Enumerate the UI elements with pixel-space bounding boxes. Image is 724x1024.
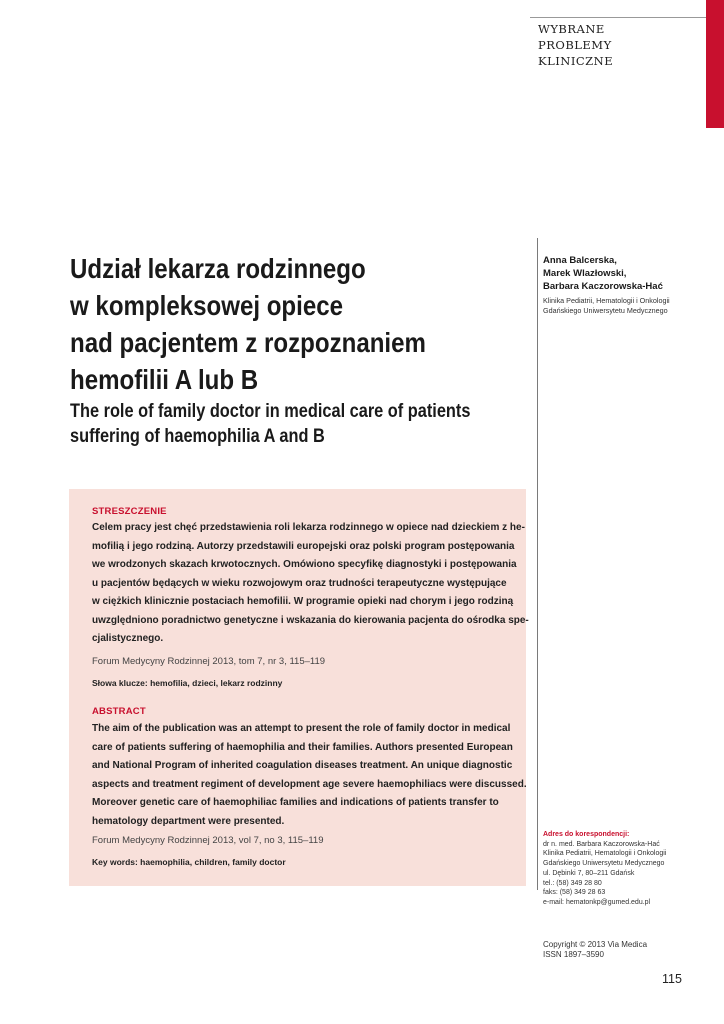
text-line: w ciężkich klinicznie postaciach hemofilii. W programie opieki nad chorym i jego rodziną: [92, 596, 514, 607]
correspondence-line: dr n. med. Barbara Kaczorowska-Hać: [543, 840, 660, 848]
section-label: [538, 21, 613, 69]
text-line: u pacjentów będących w wieku rozwojowym oraz trudności terapeutyczne występujące: [92, 577, 507, 589]
correspondence-email: e-mail: hematonkp@gumed.edu.pl: [543, 898, 651, 906]
author-name: Barbara Kaczorowska-Hać: [543, 281, 663, 292]
text-line: and National Program of inherited coagulation diseases treatment. An unique diagnostic: [92, 760, 513, 771]
title-line: Udział lekarza rodzinnego: [70, 253, 366, 284]
author-list: [543, 254, 663, 293]
correspondence-line: faks: (58) 349 28 63: [543, 889, 606, 897]
streszczenie-heading: STRESZCZENIE: [92, 506, 167, 517]
correspondence-heading: Adres do korespondencji:: [543, 831, 630, 838]
copyright-line: Copyright © 2013 Via Medica: [543, 940, 648, 949]
keywords-english: Key words: haemophilia, children, family doctor: [92, 857, 286, 867]
text-line: The aim of the publication was an attempt to present the role of family doctor in medical: [92, 723, 511, 734]
abstract-heading: ABSTRACT: [92, 706, 146, 717]
copyright-notice: [543, 940, 647, 960]
page-number: 115: [662, 972, 682, 986]
text-line: uwzględniono poradnictwo genetyczne i wskazania do kierowania pacjenta do ośrodka spe-: [92, 614, 529, 626]
citation-polish: Forum Medycyny Rodzinnej 2013, tom 7, nr 3, 115–119: [92, 656, 326, 667]
correspondence-line: tel.: (58) 349 28 80: [543, 879, 602, 887]
title-line: The role of family doctor in medical care of patients: [70, 401, 471, 422]
text-line: care of patients suffering of haemophilia and their families. Authors presented European: [92, 741, 513, 753]
streszczenie-text: [92, 519, 529, 649]
section-label-line: KLINICZNE: [538, 54, 614, 68]
section-label-line: PROBLEMY: [538, 38, 612, 52]
author-name: Anna Balcerska,: [543, 255, 617, 266]
title-line: suffering of haemophilia A and B: [70, 426, 325, 447]
header-rule: [530, 17, 706, 18]
title-line: w kompleksowej opiece: [70, 290, 344, 321]
text-line: mofilią i jego rodziną. Autorzy przedstawili europejski oraz polski program postępowania: [92, 540, 515, 552]
abstract-text: [92, 720, 527, 831]
section-color-bar: [706, 0, 724, 128]
correspondence-address: [543, 830, 666, 908]
article-title-english: [70, 399, 500, 449]
correspondence-line: ul. Dębinki 7, 80–211 Gdańsk: [543, 869, 635, 877]
affiliation-line: Klinika Pediatrii, Hematologii i Onkologii: [543, 296, 670, 305]
keywords-polish: Słowa klucze: hemofilia, dzieci, lekarz rodzinny: [92, 678, 283, 688]
text-line: Moreover genetic care of haemophiliac families and indications of patients transfer to: [92, 797, 499, 808]
author-name: Marek Wlazłowski,: [543, 268, 627, 279]
correspondence-line: Gdańskiego Uniwersytetu Medycznego: [543, 860, 665, 868]
text-line: Celem pracy jest chęć przedstawienia roli lekarza rodzinnego w opiece nad dzieckiem z he-: [92, 522, 525, 533]
correspondence-line: Klinika Pediatrii, Hematologii i Onkologii: [543, 850, 667, 858]
section-label-line: WYBRANE: [538, 22, 605, 36]
column-divider: [537, 238, 538, 890]
title-line: hemofilii A lub B: [70, 364, 259, 395]
author-affiliation: [543, 296, 670, 316]
issn-line: ISSN 1897–3590: [543, 950, 604, 959]
text-line: hematology department were presented.: [92, 815, 285, 827]
text-line: cjalistycznego.: [92, 633, 164, 644]
citation-english: Forum Medycyny Rodzinnej 2013, vol 7, no 3, 115–119: [92, 835, 324, 846]
title-line: nad pacjentem z rozpoznaniem: [70, 327, 426, 358]
text-line: we wrodzonych skazach krwotocznych. Omówiono specyfikę diagnostyki i postępowania: [92, 559, 517, 570]
affiliation-line: Gdańskiego Uniwersytetu Medycznego: [543, 306, 668, 315]
text-line: aspects and treatment regiment of development age severe haemophiliacs were discussed.: [92, 778, 527, 790]
article-title-polish: [70, 250, 457, 398]
